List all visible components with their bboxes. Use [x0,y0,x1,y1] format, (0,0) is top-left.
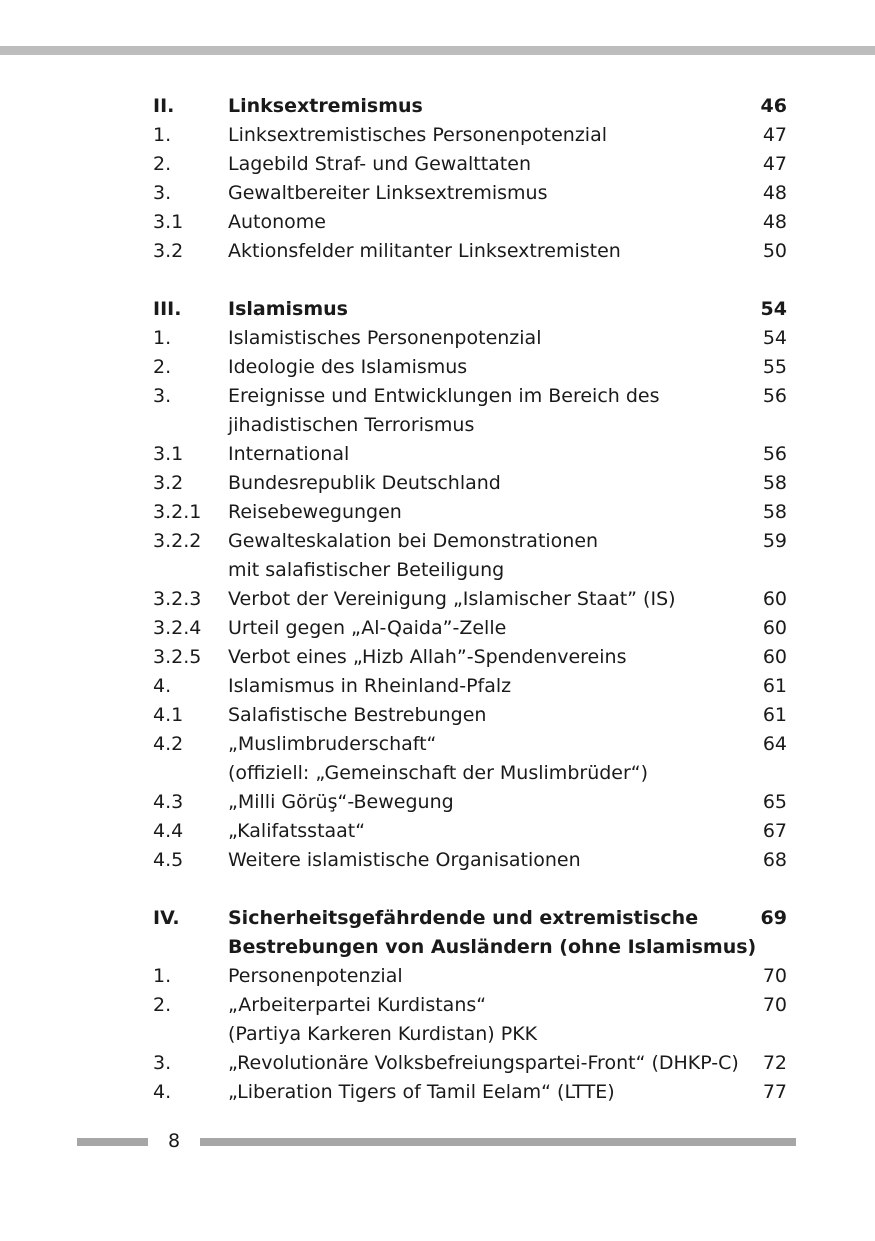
toc-entry-continued [153,411,787,440]
entry-number: 3. [153,385,172,407]
toc-entry [153,469,787,498]
entry-title: Reisebewegungen [228,501,402,523]
toc-entry [153,817,787,846]
entry-number: 2. [153,356,172,378]
toc-entry [153,1078,787,1107]
section-heading [153,904,787,933]
toc-entry [153,614,787,643]
toc-entry-continued [153,759,787,788]
entry-number: 3. [153,1052,172,1074]
entry-number: 4. [153,1081,172,1103]
entry-page: 60 [762,646,787,668]
entry-title: (offiziell: „Gemeinschaft der Muslimbrüder“) [228,762,649,784]
entry-number: 3.2.2 [153,530,202,552]
section-heading [153,92,787,121]
entry-page: 61 [762,675,787,697]
entry-title: „Kalifatsstaat“ [228,820,366,842]
toc-entry [153,208,787,237]
entry-title: „Muslimbruderschaft“ [228,733,437,755]
entry-title: Aktionsfelder militanter Linksextremisten [228,240,621,262]
entry-number: III. [153,298,182,320]
entry-page: 61 [762,704,787,726]
entry-number: IV. [153,907,180,929]
entry-title: Islamismus [228,298,348,320]
entry-title: Linksextremistisches Personenpotenzial [228,124,607,146]
toc-entry [153,991,787,1020]
entry-title: jihadistischen Terrorismus [228,414,475,436]
entry-page: 69 [760,907,787,929]
entry-title: Gewaltbereiter Linksextremismus [228,182,548,204]
entry-page: 64 [762,733,787,755]
entry-page: 47 [762,124,787,146]
top-rule [0,46,875,55]
section-heading [153,295,787,324]
entry-page: 68 [762,849,787,871]
entry-page: 56 [762,385,787,407]
toc-entry-continued [153,1020,787,1049]
entry-title: Ereignisse und Entwicklungen im Bereich des [228,385,660,407]
toc-entry [153,672,787,701]
entry-title: Ideologie des Islamismus [228,356,468,378]
entry-title: „Liberation Tigers of Tamil Eelam“ (LTTE) [228,1081,615,1103]
entry-title: Islamistisches Personenpotenzial [228,327,542,349]
toc-entry [153,730,787,759]
entry-title: „Revolutionäre Volksbefreiungspartei-Front“ (DHKP-C) [228,1052,739,1074]
entry-page: 60 [762,617,787,639]
entry-page: 77 [762,1081,787,1103]
entry-title: Verbot eines „Hizb Allah”-Spendenvereins [228,646,627,668]
entry-number: 2. [153,153,172,175]
toc-entry [153,498,787,527]
entry-title: Salafistische Bestrebungen [228,704,487,726]
entry-number: 4.4 [153,820,184,842]
toc-entry [153,150,787,179]
entry-page: 54 [760,298,787,320]
table-of-contents [153,92,787,1107]
entry-title: Bestrebungen von Ausländern (ohne Islamismus) [228,936,757,958]
entry-page: 48 [762,211,787,233]
entry-page: 48 [762,182,787,204]
page-number: 8 [167,1130,181,1152]
footer-rule-left [77,1138,148,1146]
entry-title: Weitere islamistische Organisationen [228,849,581,871]
entry-number: 1. [153,124,172,146]
entry-number: 4.1 [153,704,184,726]
entry-page: 46 [760,95,787,117]
toc-entry [153,1049,787,1078]
toc-entry [153,701,787,730]
entry-number: 3.2 [153,472,184,494]
entry-title: (Partiya Karkeren Kurdistan) PKK [228,1023,538,1045]
toc-entry [153,121,787,150]
entry-number: 2. [153,994,172,1016]
entry-page: 65 [762,791,787,813]
entry-number: 4.3 [153,791,184,813]
toc-entry [153,382,787,411]
entry-title: Bundesrepublik Deutschland [228,472,501,494]
toc-entry [153,962,787,991]
toc-entry [153,585,787,614]
entry-page: 47 [762,153,787,175]
entry-number: 1. [153,327,172,349]
entry-number: 3.2.4 [153,617,202,639]
entry-number: II. [153,95,175,117]
section-gap [153,266,787,295]
entry-title: Verbot der Vereinigung „Islamischer Staat” (IS) [228,588,676,610]
entry-page: 56 [762,443,787,465]
toc-entry [153,527,787,556]
toc-entry-continued [153,556,787,585]
entry-page: 58 [762,501,787,523]
toc-entry [153,846,787,875]
entry-page: 50 [762,240,787,262]
entry-number: 3.2 [153,240,184,262]
toc-entry [153,179,787,208]
entry-number: 3.2.5 [153,646,202,668]
entry-number: 4.5 [153,849,184,871]
entry-title: Islamismus in Rheinland-Pfalz [228,675,512,697]
entry-number: 4.2 [153,733,184,755]
entry-number: 1. [153,965,172,987]
entry-page: 58 [762,472,787,494]
footer-rule-right [200,1138,796,1146]
entry-page: 60 [762,588,787,610]
entry-title: International [228,443,350,465]
toc-entry [153,788,787,817]
entry-number: 3.1 [153,211,184,233]
entry-title: Linksextremismus [228,95,423,117]
entry-page: 72 [762,1052,787,1074]
toc-entry [153,643,787,672]
entry-title: mit salafistischer Beteiligung [228,559,505,581]
toc-entry [153,353,787,382]
entry-page: 70 [762,965,787,987]
entry-title: Urteil gegen „Al-Qaida”-Zelle [228,617,507,639]
entry-title: Lagebild Straf- und Gewalttaten [228,153,531,175]
entry-page: 70 [762,994,787,1016]
entry-number: 4. [153,675,172,697]
entry-page: 59 [762,530,787,552]
entry-page: 54 [762,327,787,349]
entry-number: 3.2.1 [153,501,202,523]
section-heading-continued [153,933,787,962]
entry-title: „Arbeiterpartei Kurdistans“ [228,994,487,1016]
entry-title: Autonome [228,211,326,233]
entry-page: 55 [762,356,787,378]
entry-title: Sicherheitsgefährdende und extremistische [228,907,699,929]
entry-title: Gewalteskalation bei Demonstrationen [228,530,599,552]
entry-number: 3.1 [153,443,184,465]
entry-title: Personenpotenzial [228,965,403,987]
entry-number: 3.2.3 [153,588,202,610]
toc-entry [153,440,787,469]
entry-page: 67 [762,820,787,842]
toc-entry [153,237,787,266]
entry-number: 3. [153,182,172,204]
entry-title: „Milli Görüş“-Bewegung [228,791,454,813]
section-gap [153,875,787,904]
toc-entry [153,324,787,353]
